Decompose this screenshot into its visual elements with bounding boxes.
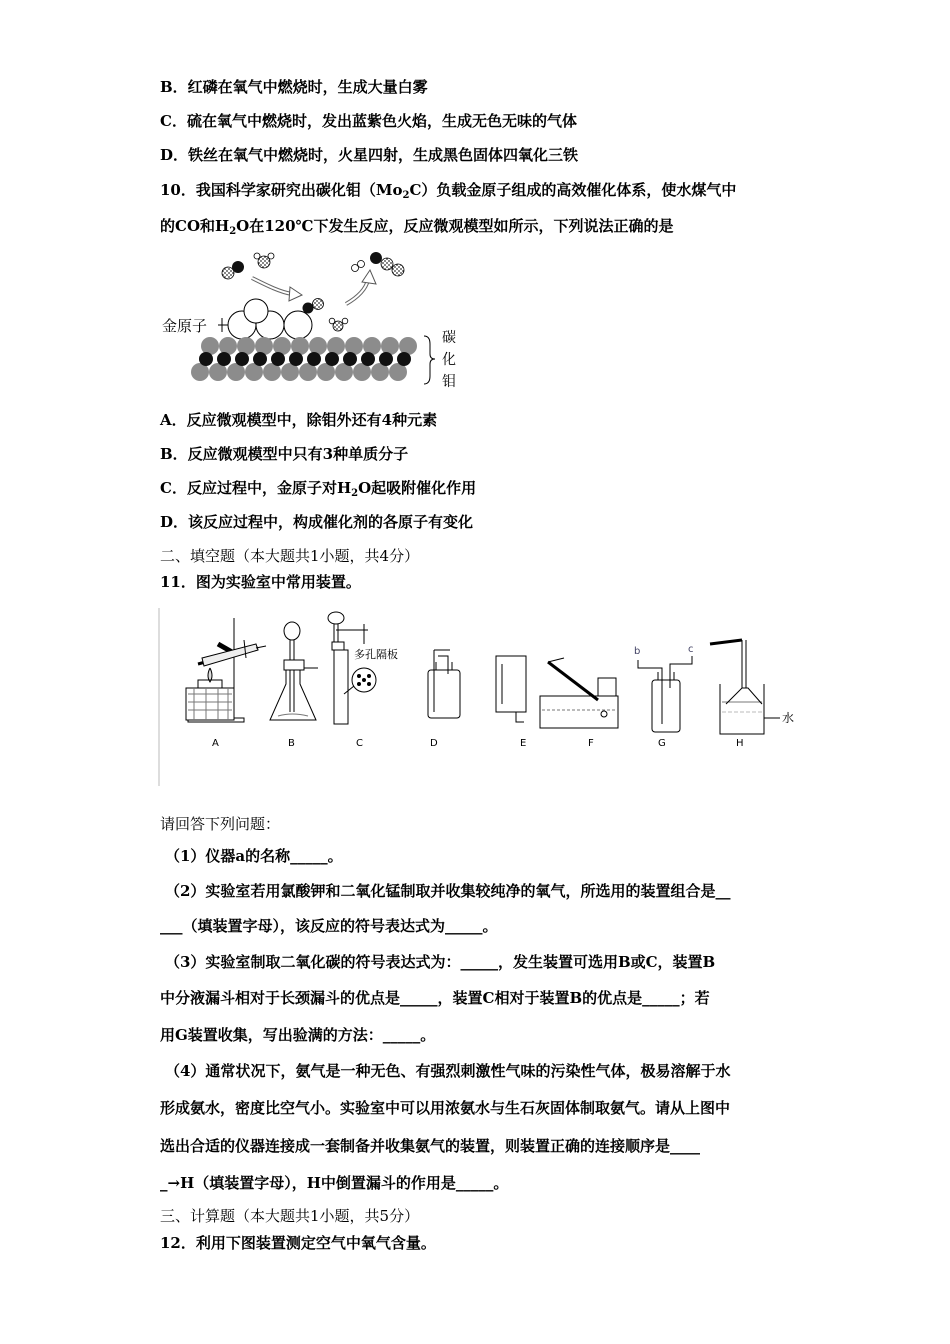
label-b: B: [288, 738, 295, 749]
q10-option-b: B．反应微观模型中只有3种单质分子: [160, 445, 409, 463]
q11-part-3-line3: 用G装置收集，写出验满的方法：_____。: [160, 1026, 436, 1044]
apparatus-f: [540, 658, 618, 728]
pipe-b-label: b: [634, 646, 641, 657]
q12-stem: 12．利用下图装置测定空气中氧气含量。: [160, 1234, 436, 1252]
label-f: F: [588, 738, 594, 749]
apparatus-d: [428, 650, 460, 718]
q9-option-c: C．硫在氧气中燃烧时，发出蓝紫色火焰，生成无色无味的气体: [160, 112, 577, 130]
mo2c-label-2: 化: [442, 352, 456, 368]
label-a: A: [212, 738, 219, 749]
label-g: G: [658, 738, 666, 749]
q10-figure-catalyst-model: [160, 244, 470, 394]
apparatus-a: [186, 618, 266, 722]
apparatus-b: [270, 622, 318, 720]
q11-prompt: 请回答下列问题：: [160, 815, 281, 833]
apparatus-e: [496, 656, 526, 722]
q11-part-2-line1: （2）实验室若用氯酸钾和二氧化锰制取并收集较纯净的氧气，所选用的装置组合是__: [165, 882, 731, 900]
section-2-heading: 二、填空题（本大题共1小题，共4分）: [160, 547, 420, 565]
apparatus-g: [638, 656, 692, 732]
mo2c-lattice: [191, 337, 417, 381]
q11-part-2-line2: ___（填装置字母），该反应的符号表达式为_____。: [160, 917, 498, 935]
label-c: C: [356, 738, 363, 749]
gold-atom-label: 金原子: [162, 317, 208, 335]
section-3-heading: 三、计算题（本大题共1小题，共5分）: [160, 1207, 420, 1225]
q11-part-3-line1: （3）实验室制取二氧化碳的符号表达式为：_____，发生装置可选用B或C，装置B: [165, 953, 716, 971]
q10-stem-line1: 10．我国科学家研究出碳化钼$(Mo_2C)$负载金原子组成的高效催化体系，使水煤气中: [160, 181, 737, 201]
water-label: 水: [782, 711, 795, 725]
q11-part-4-line3: 选出合适的仪器连接成一套制备并收集氨气的装置，则装置正确的连接顺序是____: [160, 1137, 701, 1155]
co2-molecule-icon: [370, 252, 404, 276]
gold-atoms: [228, 299, 312, 339]
q10-option-a: A．反应微观模型中，除钼外还有4种元素: [160, 411, 438, 429]
q11-part-1: （1）仪器a的名称_____。: [165, 847, 343, 865]
q10-option-d: D．该反应过程中，构成催化剂的各原子有变化: [160, 513, 474, 531]
q11-part-3-line2: 中分液漏斗相对于长颈漏斗的优点是_____，装置C相对于装置B的优点是_____；若: [160, 989, 710, 1007]
h2-molecule-icon: [352, 261, 365, 272]
q11-stem: 11．图为实验室中常用装置。: [160, 573, 361, 591]
mo2c-label-3: 钼: [442, 374, 456, 390]
label-h: H: [736, 738, 744, 749]
q10-stem-line2: 的CO和$H_2O$在120℃下发生反应，反应微观模型如所示，下列说法正确的是: [160, 217, 674, 237]
co-molecule-icon: [222, 261, 244, 279]
q10-option-c: C．反应过程中，金原子对$H_2O$起吸附催化作用: [160, 479, 477, 499]
label-d: D: [430, 738, 438, 749]
h2o-molecule-icon: [254, 253, 274, 268]
label-e: E: [520, 738, 527, 749]
pipe-c-label: c: [688, 644, 694, 655]
porous-plate-label: 多孔隔板: [354, 648, 398, 661]
q11-figure-apparatus: [158, 604, 810, 788]
q11-part-4-line1: （4）通常状况下，氨气是一种无色、有强烈刺激性气味的污染性气体，极易溶解于水: [165, 1062, 731, 1080]
apparatus-h: [710, 640, 780, 734]
q11-part-4-line2: 形成氨水，密度比空气小。实验室中可以用浓氨水与生石灰固体制取氨气。请从上图中: [160, 1099, 731, 1117]
q9-option-b: B．红磷在氧气中燃烧时，生成大量白雾: [160, 78, 428, 96]
apparatus-c: [328, 612, 376, 724]
mo2c-label-1: 碳: [442, 330, 456, 346]
q9-option-d: D．铁丝在氧气中燃烧时，火星四射，生成黑色固体四氧化三铁: [160, 146, 579, 164]
q11-part-4-line4: _→H（填装置字母），H中倒置漏斗的作用是_____。: [160, 1174, 509, 1192]
